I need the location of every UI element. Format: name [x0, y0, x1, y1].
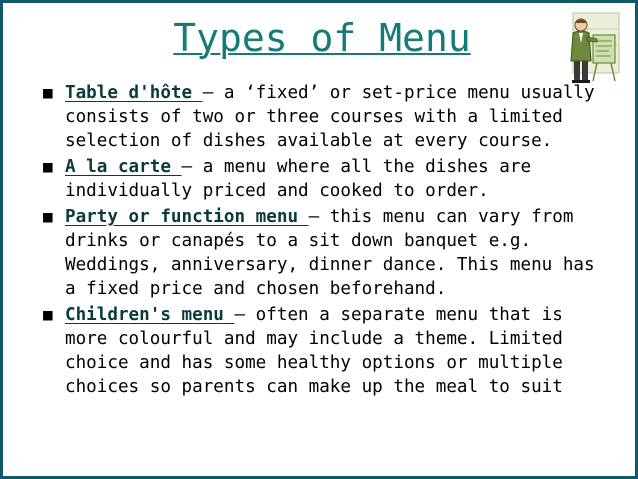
term-description: – a menu where all the dishes are individually priced and cooked to order.: [65, 157, 532, 201]
menu-type-list: [43, 81, 603, 401]
term-description: – this menu can vary from drinks or canapés to a sit down banquet e.g. Weddings, anniversary, dinner dance. This menu has a fixed price and chosen beforehand.: [65, 207, 595, 299]
term-label: Table d'hôte: [65, 83, 203, 103]
term-description: – often a separate menu that is more colourful and may include a theme. Limited choice and has some healthy options or multiple choices so parents can make up the meal to suit: [65, 305, 563, 397]
term-label: Party or function menu: [65, 207, 309, 227]
slide-title-text: Types of Menu: [173, 16, 471, 60]
list-item-childrens-menu: [43, 303, 603, 399]
square-bullet-icon: ■: [43, 157, 53, 176]
square-bullet-icon: ■: [43, 83, 53, 102]
square-bullet-icon: ■: [43, 207, 53, 226]
term-description: – a ‘fixed’ or set-price menu usually consists of two or three courses with a limited selection of dishes available at every course.: [65, 83, 595, 151]
slide-title: [3, 15, 638, 61]
term-label: A la carte: [65, 157, 182, 177]
list-item-a-la-carte: [43, 155, 603, 203]
square-bullet-icon: ■: [43, 305, 53, 324]
waiter-with-menu-icon: [559, 9, 627, 87]
list-item-party-function-menu: [43, 205, 603, 301]
list-item-table-dhote: [43, 81, 603, 153]
term-label: Children's menu: [65, 305, 235, 325]
